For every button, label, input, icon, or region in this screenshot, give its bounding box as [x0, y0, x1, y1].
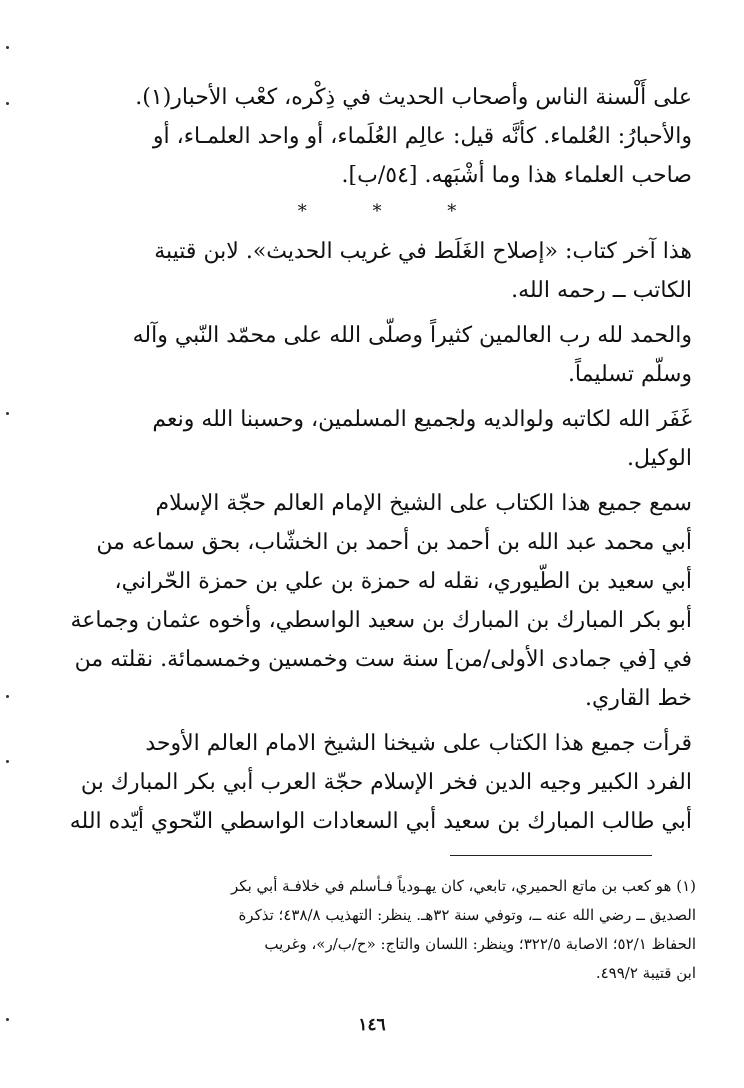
- text-line: الفرد الكبير وجيه الدين فخر الإسلام حجّة العرب أبي بكر المبارك بن: [80, 770, 692, 795]
- scan-mark: [6, 695, 9, 698]
- text-line: أبي سعيد بن الطّيوري، نقله له حمزة بن علي بن حمزة الحّراني،: [114, 569, 692, 594]
- text-line: والأحبارُ: العُلماء. كأنَّه قيل: عالِم العُلَماء، أو واحد العلمـاء، أو: [152, 124, 692, 149]
- paragraph-5: [70, 484, 692, 718]
- scan-mark: [6, 102, 9, 105]
- text-line: غَفَر الله لكاتبه ولوالديه ولجميع المسلمين، وحسبنا الله ونعم: [152, 407, 692, 432]
- footnote-line: الحفاظ ٥٢/١؛ الاصابة ٣٢٢/٥؛ وينظر: اللسان والتاج: «ح/ب/ر»، وغريب: [264, 935, 696, 953]
- footnote: [92, 872, 696, 988]
- page-number: ١٤٦: [358, 1015, 386, 1035]
- main-text: [69, 78, 692, 847]
- paragraph-6: [69, 724, 692, 841]
- text-line: الكاتب ــ رحمه الله.: [511, 278, 692, 303]
- text-line: والحمد لله رب العالمين كثيراً وصلّى الله على محمّد النّبي وآله: [132, 323, 692, 348]
- footnote-line: ابن قتيبة ٤٩٩/٢.: [595, 964, 696, 982]
- text-line: أبي محمد عبد الله بن أحمد بن أحمد بن الخشّاب، بحق سماعه من: [96, 530, 692, 555]
- text-line: أبو بكر المبارك بن المبارك بن سعيد الواسطي، وأخوه عثمان وجماعة: [70, 608, 692, 633]
- text-line: على أَلْسنة الناس وأصحاب الحديث في ذِكْره، كعْب الأحبار(١).: [135, 85, 692, 110]
- paragraph-2: [92, 232, 692, 310]
- text-line: وسلّم تسليماً.: [567, 362, 692, 387]
- section-separator: * * *: [297, 201, 487, 222]
- text-line: صاحب العلماء هذا وما أشْبَهه. [٥٤/ب].: [341, 163, 692, 188]
- paragraph-3: [92, 316, 692, 394]
- text-line: قرأت جميع هذا الكتاب على شيخنا الشيخ الامام العالم الأوحد: [145, 731, 692, 756]
- paragraph-4: [92, 400, 692, 478]
- text-line: هذا آخر كتاب: «إصلاح الغَلَط في غريب الحديث». لابن قتيبة: [154, 239, 692, 264]
- text-line: خط القاري.: [585, 686, 692, 711]
- scan-mark: [6, 760, 9, 763]
- scan-mark: [6, 1018, 9, 1021]
- text-line: في [في جمادى الأولى/من] سنة ست وخمسين وخمسمائة. نقلته من: [74, 647, 692, 672]
- paragraph-1: [92, 78, 692, 195]
- text-line: أبي طالب المبارك بن سعيد أبي السعادات الواسطي النّحوي أيّده الله: [69, 809, 692, 834]
- footnote-divider: [450, 855, 652, 856]
- scan-mark: [6, 46, 9, 49]
- scan-mark: [6, 412, 9, 415]
- text-line: الوكيل.: [627, 446, 692, 471]
- footnote-line: (١) هو كعب بن ماتع الحميري، تابعي، كان يهـودياً فـأسلم في خلافـة أبي بكر: [231, 877, 696, 895]
- text-line: سمع جميع هذا الكتاب على الشيخ الإمام العالم حجّة الإسلام: [155, 491, 692, 516]
- footnote-line: الصديق ــ رضي الله عنه ــ، وتوفي سنة ٣٢هـ. ينظر: التهذيب ٤٣٨/٨؛ تذكرة: [238, 906, 696, 924]
